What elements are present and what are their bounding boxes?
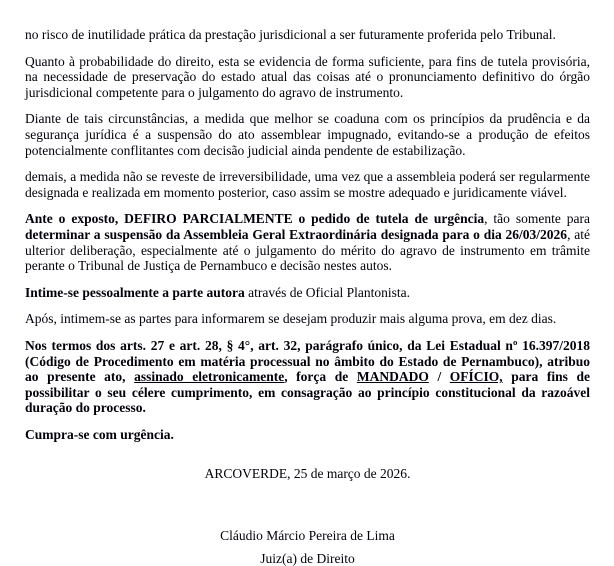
text-segment: , até ulterior deliberação, especialmente até o julgamento do mérito do agravo de instrumento em trâmite perante o Tribunal de Justiça de Pernambuco e decisão nestes autos. xyxy=(25,226,590,274)
text-segment-bold: Nos termos dos arts. 27 e art. 28, § 4°, art. 32, parágrafo único, da Lei Estadual nº 16.397/2018 (Código de Procedimento em matéria processual no âmbito do Estado de Pernambuco), atribuo ao presente ato, xyxy=(25,337,590,385)
text-segment: Após, intimem-se as partes para informarem se desejam produzir mais alguma prova, em dez dias. xyxy=(25,311,557,327)
text-segment: Diante de tais circunstâncias, a medida que melhor se coaduna com os princípios da prudência e da segurança jurídica é a suspensão do ato assemblear impugnado, evitando-se a produção de efeitos potencialmente conflitantes com decisão judicial ainda pendente de estabilização. xyxy=(25,111,590,158)
text-segment: Quanto à probabilidade do direito, esta se evidencia de forma suficiente, para fins de tutela provisória, na necessidade de preservação do estado atual das coisas até o pronunciamento definitivo do órgão jurisdicional competente para o julgamento do agravo de instrumento. xyxy=(25,53,590,100)
text-segment-bold: , força de xyxy=(284,369,357,385)
signature-name: Cláudio Márcio Pereira de Lima xyxy=(220,528,395,544)
document-paragraph xyxy=(25,169,590,200)
text-segment: , tão somente para xyxy=(484,211,590,227)
text-segment-bold-underline: assinado eletronicamente xyxy=(134,369,285,385)
document-paragraph xyxy=(25,27,590,43)
document-paragraph xyxy=(25,54,590,101)
document-paragraph xyxy=(25,311,590,327)
date-line: ARCOVERDE, 25 de março de 2026. xyxy=(204,466,411,482)
text-segment: através de Oficial Plantonista. xyxy=(244,284,411,300)
text-segment: no risco de inutilidade prática da prestação jurisdicional a ser futuramente proferida pelo Tribunal. xyxy=(25,27,556,42)
text-segment-bold: para fins de possibilitar o seu célere cumprimento, em consagração ao princípio constitucional da razoável duração do processo. xyxy=(25,369,590,416)
document-paragraph-closing-order xyxy=(25,427,590,443)
text-segment-bold: Cumpra-se com urgência. xyxy=(25,426,174,442)
text-segment-bold-underline: OFÍCIO, xyxy=(449,369,503,385)
text-segment-bold: determinar a suspensão da Assembleia Geral Extraordinária designada para o dia 26/03/2026 xyxy=(25,226,568,242)
document-paragraph xyxy=(25,111,590,158)
text-segment-bold: Ante o exposto, DEFIRO PARCIALMENTE o pedido de tutela de urgência xyxy=(25,211,485,227)
text-segment-bold-underline: MANDADO xyxy=(356,369,429,385)
text-segment-bold: / xyxy=(428,369,450,385)
document-paragraph-decision xyxy=(25,211,590,273)
document-paragraph-legal-basis xyxy=(25,338,590,416)
document-paragraph-intimation xyxy=(25,285,590,301)
text-segment-bold: Intime-se pessoalmente a parte autora xyxy=(25,284,245,300)
signature-title: Juiz(a) de Direito xyxy=(260,550,355,566)
text-segment: demais, a medida não se reveste de irreversibilidade, uma vez que a assembleia poderá ser regularmente designada e realizada em momento posterior, caso assim se mostre adequado e juridicamente viável. xyxy=(25,169,590,200)
